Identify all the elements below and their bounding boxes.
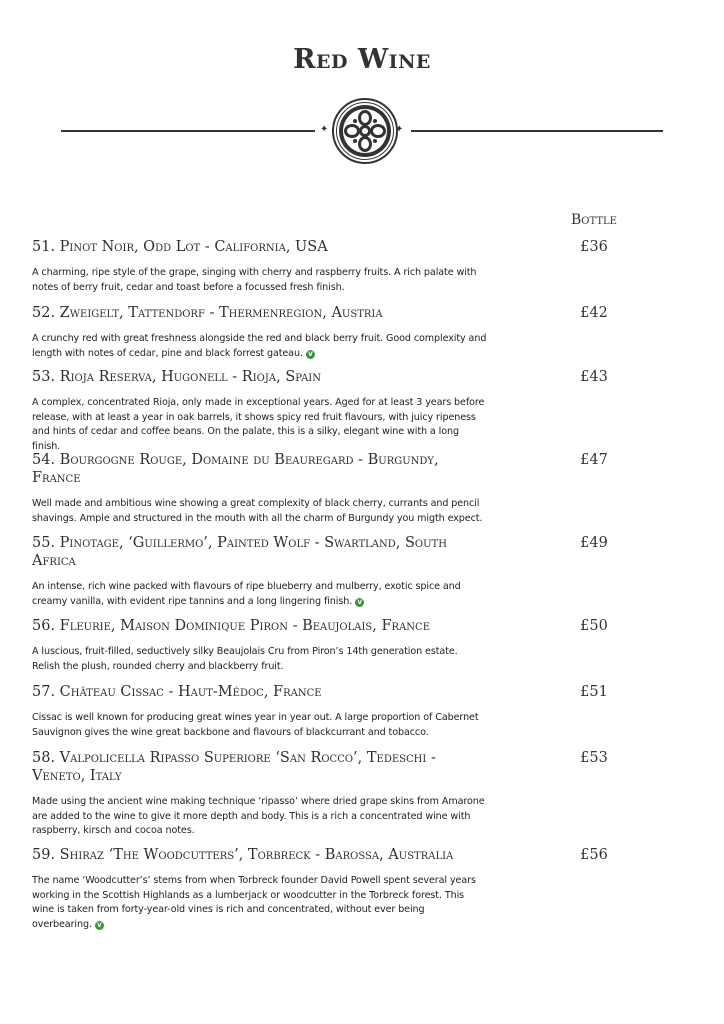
vegan-v-icon: V [355, 598, 364, 607]
wine-entry [32, 617, 632, 674]
wine-name: 59. Shiraz ‘The Woodcutters’, Torbreck - Barossa, Australia [32, 847, 454, 863]
wine-name: 52. Zweigelt, Tattendorf - Thermenregion, Austria [32, 305, 383, 321]
wine-description-text: An intense, rich wine packed with flavours of ripe blueberry and mulberry, exotic spice and creamy vanilla, with evident ripe tannins and a long lingering finish. [32, 581, 461, 607]
wine-price: £49 [580, 535, 608, 551]
wine-description [32, 266, 487, 295]
wine-description-text: A complex, concentrated Rioja, only made in exceptional years. Aged for at least 3 years before release, with at least a year in oak barrels, it shows spicy red fruit flavours, with juicy ripeness and hints of cedar and coffee beans. On the palate, this is a silky, elegant wine with a long finish. [32, 397, 485, 452]
wine-name: 54. Bourgogne Rouge, Domaine du Beauregard - Burgundy, France [32, 452, 439, 486]
wine-price: £43 [580, 369, 608, 385]
wine-price: £42 [580, 305, 608, 321]
wine-name: 58. Valpolicella Ripasso Superiore ‘San Rocco’, Tedeschi - Veneto, Italy [32, 750, 436, 784]
fleuron-icon: ✦ [320, 124, 329, 135]
wine-description-text: Well made and ambitious wine showing a great complexity of black cherry, currants and pencil shavings. Ample and structured in the mouth with all the charm of Burgundy you migth expect. [32, 498, 483, 524]
vegan-v-icon: V [95, 921, 104, 930]
wine-description-text: Made using the ancient wine making technique ‘ripasso’ where dried grape skins from Amarone are added to the wine to give it more depth and body. This is a rich a concentrated wine with raspberry, kirsch and cocoa notes. [32, 796, 485, 837]
wine-description-text: A crunchy red with great freshness alongside the red and black berry fruit. Good complexity and length with notes of cedar, pine and black forrest gateau. [32, 333, 487, 359]
wine-entry [32, 846, 632, 932]
ornamental-medallion-icon [331, 97, 399, 165]
page-title: Red Wine [293, 44, 431, 75]
divider-left [61, 130, 315, 132]
wine-description-text: The name ‘Woodcutter’s’ stems from when Torbreck founder David Powell spent several years working in the Scottish Highlands as a lumberjack or woodcutter in the Torbreck forest. This wine is taken from forty-year-old vines is rich and concentrated, without ever being overbearing. [32, 875, 476, 930]
wine-price: £47 [580, 452, 608, 468]
wine-entry [32, 238, 632, 295]
wine-name: 55. Pinotage, ‘Guillermo’, Painted Wolf - Swartland, South Africa [32, 535, 447, 569]
wine-description [32, 332, 487, 361]
wine-entry [32, 534, 632, 609]
wine-entry [32, 749, 632, 839]
wine-description-text: A luscious, fruit-filled, seductively silky Beaujolais Cru from Piron’s 14th generation estate. Relish the plush, rounded cherry and blackberry fruit. [32, 646, 458, 672]
vegan-v-icon: V [306, 350, 315, 359]
wine-entry [32, 368, 632, 454]
wine-entry [32, 683, 632, 740]
wine-description-text: Cissac is well known for producing great wines year in year out. A large proportion of Cabernet Sauvignon gives the wine great backbone and flavours of blackcurrant and tobacco. [32, 712, 479, 738]
wine-description [32, 711, 487, 740]
wine-entry [32, 304, 632, 361]
wine-description [32, 645, 487, 674]
wine-price: £50 [580, 618, 608, 634]
wine-description-text: A charming, ripe style of the grape, singing with cherry and raspberry fruits. A rich palate with notes of berry fruit, cedar and toast before a focussed fresh finish. [32, 267, 477, 293]
wine-description [32, 396, 487, 454]
wine-price: £51 [580, 684, 608, 700]
wine-description [32, 497, 487, 526]
wine-name: 56. Fleurie, Maison Dominique Piron - Beaujolais, France [32, 618, 431, 634]
wine-description [32, 874, 487, 932]
wine-price: £36 [580, 239, 608, 255]
fleuron-icon: ✦ [395, 124, 404, 135]
wine-entry [32, 451, 632, 526]
wine-price: £56 [580, 847, 608, 863]
wine-name: 51. Pinot Noir, Odd Lot - California, USA [32, 239, 328, 255]
wine-name: 57. Château Cissac - Haut-Médoc, France [32, 684, 322, 700]
divider-right [411, 130, 663, 132]
wine-price: £53 [580, 750, 608, 766]
wine-description [32, 795, 487, 839]
bottle-column-header: Bottle [571, 212, 617, 228]
wine-name: 53. Rioja Reserva, Hugonell - Rioja, Spain [32, 369, 321, 385]
wine-description [32, 580, 487, 609]
